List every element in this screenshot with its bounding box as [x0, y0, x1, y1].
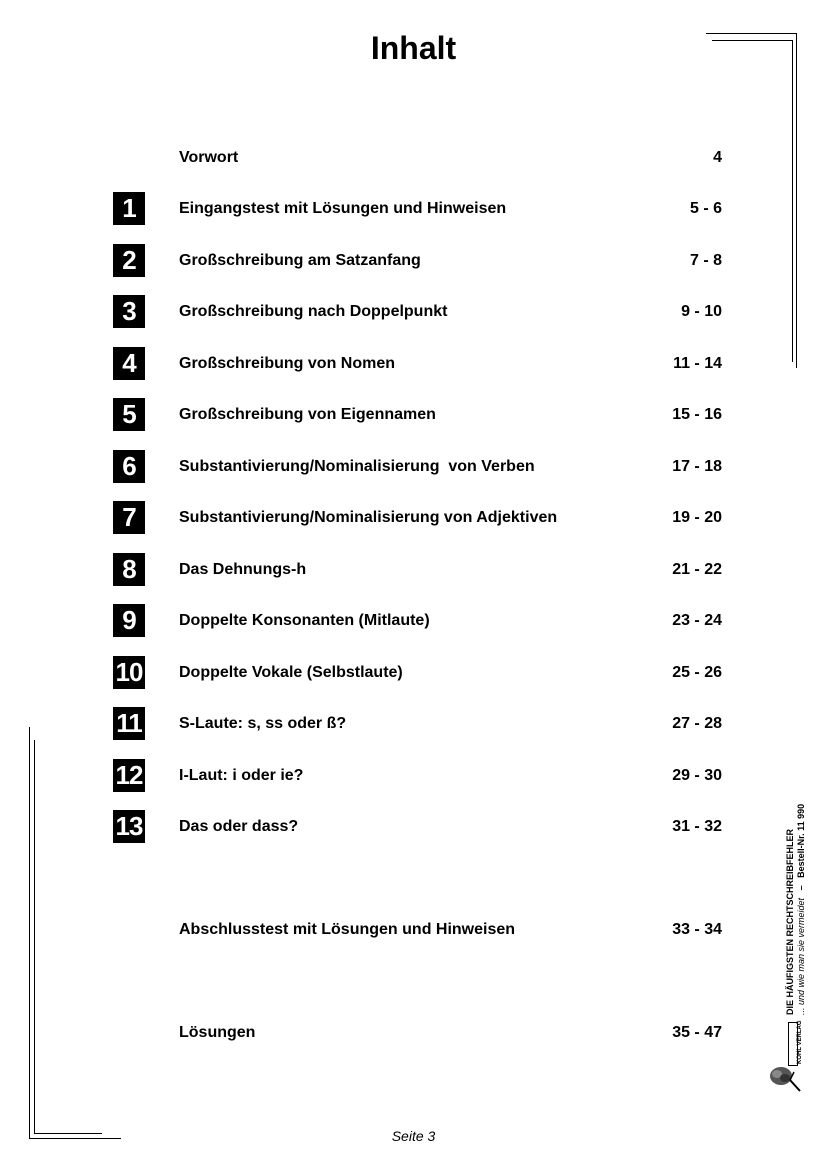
toc-entry-title: Abschlusstest mit Lösungen und Hinweisen: [179, 921, 516, 938]
chapter-number-badge: 4: [113, 347, 145, 380]
publisher-name: KOHL VERLAG: [797, 1020, 803, 1064]
chapter-number-badge: 6: [113, 450, 145, 483]
toc-entry-pages: 29 - 30: [672, 767, 722, 784]
toc-entry-pages: 7 - 8: [689, 252, 722, 269]
chapter-number-badge: 10: [113, 656, 145, 689]
toc-row-7: [0, 501, 827, 535]
chapter-number-badge: 3: [113, 295, 145, 328]
toc-entry-pages: 31 - 32: [672, 818, 722, 835]
toc-entry-title: Vorwort: [179, 149, 239, 166]
chapter-number-badge: 1: [113, 192, 145, 225]
sidebar-subtitle: ... und wie man sie vermeidet: [796, 897, 806, 1015]
page-title: Inhalt: [370, 30, 457, 66]
toc-row-8: [0, 553, 827, 587]
toc-entry-title: I-Laut: i oder ie?: [179, 767, 304, 784]
chapter-number-badge: 9: [113, 604, 145, 637]
chapter-number-badge: 5: [113, 398, 145, 431]
toc-row-vorwort: [0, 141, 827, 175]
toc-entry-title: Substantivierung/Nominalisierung von Verben: [179, 458, 535, 475]
toc-entry-pages: 19 - 20: [672, 509, 722, 526]
sidebar-book-info: [785, 804, 807, 1015]
chapter-number-badge: 7: [113, 501, 145, 534]
toc-entry-title: Das Dehnungs-h: [179, 561, 307, 578]
toc-entry-pages: 25 - 26: [672, 664, 722, 681]
toc-entry-pages: 27 - 28: [672, 715, 722, 732]
toc-row-11: [0, 707, 827, 741]
toc-row-6: [0, 450, 827, 484]
toc-row-3: [0, 295, 827, 329]
toc-entry-pages: 9 - 10: [681, 303, 722, 320]
toc-row-9: [0, 604, 827, 638]
toc-entry-title: Großschreibung von Eigennamen: [179, 406, 436, 423]
chapter-number-badge: 8: [113, 553, 145, 586]
page-number-footer: Seite 3: [391, 1128, 436, 1144]
toc-row-abschlusstest: [0, 913, 827, 947]
toc-entry-title: Doppelte Konsonanten (Mitlaute): [179, 612, 430, 629]
toc-entry-title: Großschreibung nach Doppelpunkt: [179, 303, 448, 320]
toc-entry-title: Eingangstest mit Lösungen und Hinweisen: [179, 200, 507, 217]
toc-entry-title: Lösungen: [179, 1024, 256, 1041]
chapter-number-badge: 11: [113, 707, 145, 740]
toc-entry-title: S-Laute: s, ss oder ß?: [179, 715, 347, 732]
chapter-number-badge: 12: [113, 759, 145, 792]
toc-entry-pages: 23 - 24: [672, 612, 722, 629]
toc-entry-pages: 35 - 47: [672, 1024, 722, 1041]
toc-entry-title: Großschreibung von Nomen: [179, 355, 396, 372]
toc-entry-pages: 33 - 34: [672, 921, 722, 938]
toc-entry-title: Substantivierung/Nominalisierung von Adjektiven: [179, 509, 558, 526]
toc-entry-pages: 15 - 16: [672, 406, 722, 423]
toc-row-4: [0, 347, 827, 381]
toc-entry-title: Doppelte Vokale (Selbstlaute): [179, 664, 403, 681]
toc-entry-title: Großschreibung am Satzanfang: [179, 252, 421, 269]
toc-row-5: [0, 398, 827, 432]
frame-top-right-inner-h: [712, 40, 792, 41]
toc-entry-pages: 17 - 18: [672, 458, 722, 475]
toc-row-loesungen: [0, 1016, 827, 1050]
toc-row-2: [0, 244, 827, 278]
toc-row-13: [0, 810, 827, 844]
chapter-number-badge: 13: [113, 810, 145, 843]
chapter-number-badge: 2: [113, 244, 145, 277]
tree-icon: [768, 1066, 802, 1092]
toc-entry-pages: 5 - 6: [689, 200, 722, 217]
toc-entry-pages: 21 - 22: [672, 561, 722, 578]
frame-top-right-outer-h: [706, 33, 796, 34]
toc-entry-pages: 4: [713, 149, 722, 166]
toc-row-10: [0, 656, 827, 690]
toc-entry-title: Das oder dass?: [179, 818, 299, 835]
toc-entry-pages: 11 - 14: [673, 355, 722, 372]
sidebar-order-number: Bestell-Nr. 11 990: [796, 803, 806, 878]
sidebar-book-title: DIE HÄUFIGSTEN RECHTSCHREIBFEHLER: [785, 828, 795, 1015]
sidebar-separator: –: [796, 885, 806, 891]
toc-row-1: [0, 192, 827, 226]
toc-row-12: [0, 759, 827, 793]
sidebar-subtitle-line: [796, 804, 807, 1015]
publisher-logo: [768, 1022, 802, 1094]
